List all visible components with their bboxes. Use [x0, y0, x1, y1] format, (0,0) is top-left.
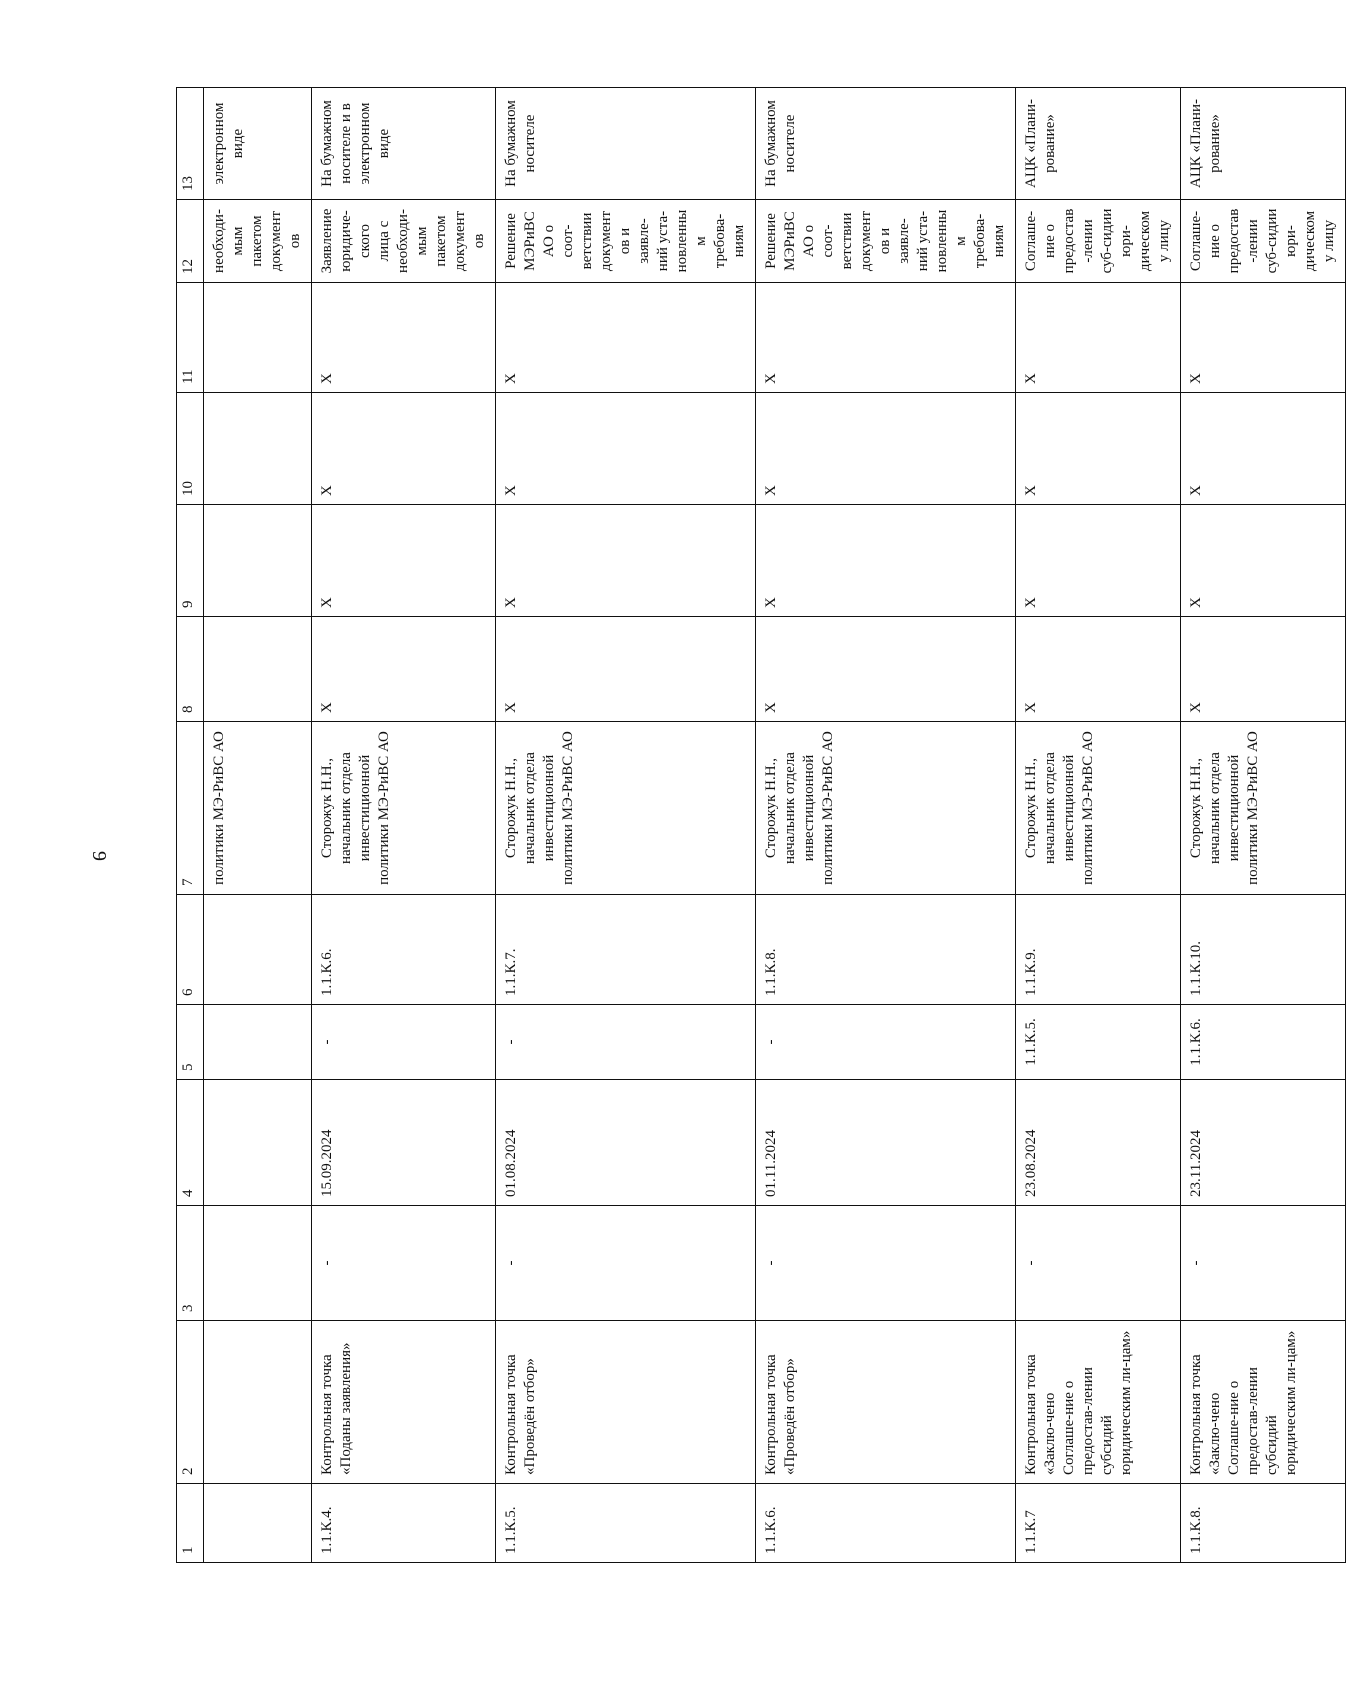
cell-col-6: 1.1.К.10. — [1181, 895, 1346, 1005]
cell-col-8 — [204, 617, 312, 722]
cell-col-7: политики МЭ-РиВС АО — [204, 722, 312, 895]
control-points-table — [176, 87, 1346, 1563]
cell-col-5 — [204, 1005, 312, 1080]
cell-col-6: 1.1.К.6. — [312, 895, 496, 1005]
cell-col-6 — [204, 895, 312, 1005]
cell-col-12: Соглаше-ние о предостав-лении суб-сидии юри-дическому лицу — [1016, 200, 1181, 283]
cell-col-3 — [204, 1206, 312, 1321]
cell-col-12: необходи-мым пакетом документов — [204, 200, 312, 283]
cell-col-13: АЦК «Плани-рование» — [1181, 88, 1346, 200]
cell-col-7: Сторожук Н.Н., начальник отдела инвестиционной политики МЭ-РиВС АО — [312, 722, 496, 895]
cell-col-3: - — [756, 1206, 1016, 1321]
col-number-5: 5 — [177, 1005, 204, 1080]
page-number: 9 — [88, 851, 110, 861]
cell-col-4 — [204, 1080, 312, 1206]
cell-col-8: X — [496, 617, 756, 722]
cell-col-4: 01.11.2024 — [756, 1080, 1016, 1206]
table-row — [1016, 88, 1181, 1563]
cell-col-11: X — [496, 283, 756, 393]
cell-col-11: X — [1016, 283, 1181, 393]
col-number-10: 10 — [177, 393, 204, 505]
table-row — [312, 88, 496, 1563]
cell-col-3: - — [496, 1206, 756, 1321]
cell-col-10: X — [1181, 393, 1346, 505]
table-row — [1181, 88, 1346, 1563]
cell-col-1: 1.1.К.4. — [312, 1484, 496, 1563]
col-number-2: 2 — [177, 1321, 204, 1484]
cell-col-1: 1.1.К.6. — [756, 1484, 1016, 1563]
col-number-1: 1 — [177, 1484, 204, 1563]
cell-col-9: X — [1181, 505, 1346, 617]
cell-col-13: электронном виде — [204, 88, 312, 200]
cell-col-5: 1.1.К.5. — [1016, 1005, 1181, 1080]
cell-col-9: X — [756, 505, 1016, 617]
col-number-3: 3 — [177, 1206, 204, 1321]
table-row — [204, 88, 312, 1563]
cell-col-6: 1.1.К.7. — [496, 895, 756, 1005]
cell-col-9: X — [496, 505, 756, 617]
cell-col-10: X — [1016, 393, 1181, 505]
cell-col-5: 1.1.К.6. — [1181, 1005, 1346, 1080]
cell-col-10: X — [756, 393, 1016, 505]
cell-col-8: X — [1016, 617, 1181, 722]
cell-col-12: Решение МЭРиВС АО о соот-ветствии документов и заявле-ний уста-новленным требова-ниям — [496, 200, 756, 283]
cell-col-11: X — [756, 283, 1016, 393]
cell-col-8: X — [1181, 617, 1346, 722]
cell-col-2 — [204, 1321, 312, 1484]
cell-col-10: X — [312, 393, 496, 505]
table-body — [177, 88, 1346, 1563]
col-number-4: 4 — [177, 1080, 204, 1206]
cell-col-7: Сторожук Н.Н., начальник отдела инвестиционной политики МЭ-РиВС АО — [1016, 722, 1181, 895]
cell-col-1 — [204, 1484, 312, 1563]
cell-col-1: 1.1.К.7 — [1016, 1484, 1181, 1563]
cell-col-5: - — [496, 1005, 756, 1080]
cell-col-10 — [204, 393, 312, 505]
cell-col-5: - — [312, 1005, 496, 1080]
cell-col-12: Заявление юридиче-ского лица с необходи-мым пакетом документов — [312, 200, 496, 283]
cell-col-13: На бумажном носителе и в электронном виде — [312, 88, 496, 200]
col-number-7: 7 — [177, 722, 204, 895]
cell-col-11 — [204, 283, 312, 393]
cell-col-6: 1.1.К.9. — [1016, 895, 1181, 1005]
cell-col-12: Соглаше-ние о предостав-лении суб-сидии юри-дическому лицу — [1181, 200, 1346, 283]
col-number-6: 6 — [177, 895, 204, 1005]
cell-col-3: - — [1016, 1206, 1181, 1321]
cell-col-11: X — [312, 283, 496, 393]
cell-col-13: АЦК «Плани-рование» — [1016, 88, 1181, 200]
cell-col-9: X — [312, 505, 496, 617]
cell-col-1: 1.1.К.5. — [496, 1484, 756, 1563]
cell-col-7: Сторожук Н.Н., начальник отдела инвестиционной политики МЭ-РиВС АО — [1181, 722, 1346, 895]
table-row — [756, 88, 1016, 1563]
cell-col-8: X — [756, 617, 1016, 722]
cell-col-9: X — [1016, 505, 1181, 617]
cell-col-4: 23.08.2024 — [1016, 1080, 1181, 1206]
col-number-11: 11 — [177, 283, 204, 393]
col-number-13: 13 — [177, 88, 204, 200]
cell-col-10: X — [496, 393, 756, 505]
cell-col-1: 1.1.К.8. — [1181, 1484, 1346, 1563]
cell-col-2: Контрольная точка «Заклю-чено Соглаше-ние о предостав-лении субсидий юридическим ли-цам» — [1181, 1321, 1346, 1484]
cell-col-8: X — [312, 617, 496, 722]
cell-col-11: X — [1181, 283, 1346, 393]
cell-col-4: 01.08.2024 — [496, 1080, 756, 1206]
cell-col-3: - — [312, 1206, 496, 1321]
cell-col-5: - — [756, 1005, 1016, 1080]
cell-col-9 — [204, 505, 312, 617]
cell-col-13: На бумажном носителе — [496, 88, 756, 200]
cell-col-7: Сторожук Н.Н., начальник отдела инвестиционной политики МЭ-РиВС АО — [756, 722, 1016, 895]
col-number-12: 12 — [177, 200, 204, 283]
column-number-row — [177, 88, 204, 1563]
cell-col-4: 23.11.2024 — [1181, 1080, 1346, 1206]
rotated-table-container — [176, 88, 1337, 1563]
cell-col-2: Контрольная точка «Проведён отбор» — [496, 1321, 756, 1484]
cell-col-13: На бумажном носителе — [756, 88, 1016, 200]
table-row — [496, 88, 756, 1563]
cell-col-2: Контрольная точка «Поданы заявления» — [312, 1321, 496, 1484]
cell-col-7: Сторожук Н.Н., начальник отдела инвестиционной политики МЭ-РиВС АО — [496, 722, 756, 895]
cell-col-6: 1.1.К.8. — [756, 895, 1016, 1005]
cell-col-12: Решение МЭРиВС АО о соот-ветствии документов и заявле-ний уста-новленным требова-ниям — [756, 200, 1016, 283]
cell-col-2: Контрольная точка «Заклю-чено Соглаше-ние о предостав-лении субсидий юридическим ли-цам» — [1016, 1321, 1181, 1484]
col-number-9: 9 — [177, 505, 204, 617]
cell-col-2: Контрольная точка «Проведён отбор» — [756, 1321, 1016, 1484]
cell-col-3: - — [1181, 1206, 1346, 1321]
col-number-8: 8 — [177, 617, 204, 722]
cell-col-4: 15.09.2024 — [312, 1080, 496, 1206]
